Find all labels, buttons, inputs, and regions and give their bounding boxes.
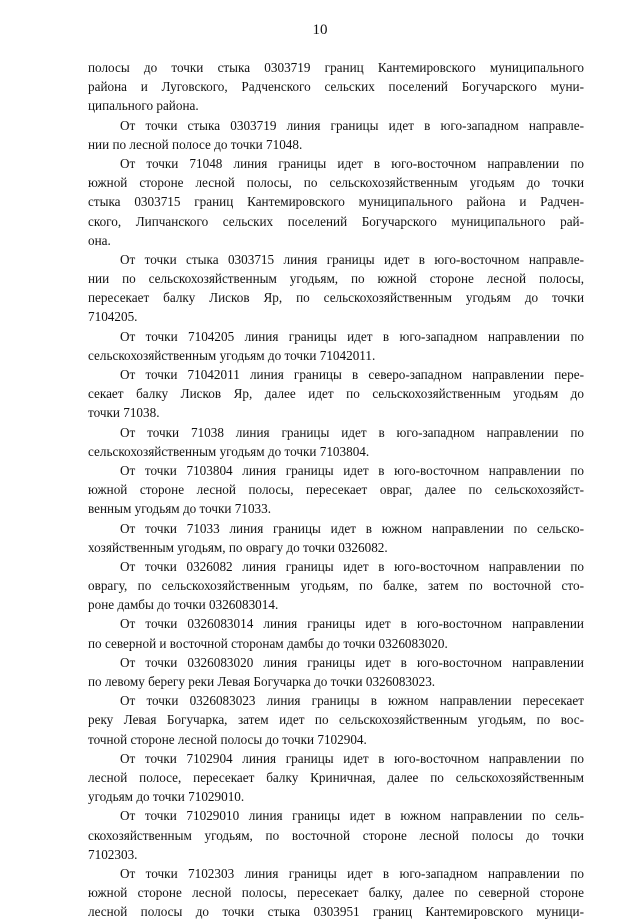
text-line: района и Луговского, Радченского сельских поселений Богучарского муни-	[88, 79, 584, 95]
paragraph	[88, 58, 584, 116]
text-line: полосы до точки стыка 0303719 границ Кантемировского муниципального	[88, 60, 584, 75]
paragraph	[88, 519, 584, 557]
paragraph	[88, 461, 584, 519]
text-line: угодьям до точки 71029010.	[88, 789, 245, 805]
text-line: От точки 0326083023 линия границы в южном направлении пересекает	[120, 693, 584, 709]
document-body	[88, 58, 584, 921]
paragraph	[88, 691, 584, 749]
text-line: южной стороне лесной полосы, пересекает овраг, далее по сельскохозяйст-	[88, 482, 584, 498]
text-line: От точки 7102904 линия границы идет в юго-восточном направлении по	[120, 750, 584, 766]
text-line: точной стороне лесной полосы до точки 7102904.	[88, 731, 367, 747]
text-line: реку Левая Богучарка, затем идет по сельскохозяйственным угодьям, по вос-	[88, 712, 584, 728]
text-line: пересекает балку Лисков Яр, по сельскохозяйственным угодьям до точки	[88, 290, 584, 306]
text-line: нии по лесной полосе до точки 71048.	[88, 136, 303, 152]
text-line: по северной и восточной сторонам дамбы до точки 0326083020.	[88, 635, 448, 651]
text-line: От точки 71033 линия границы идет в южном направлении по сельско-	[120, 520, 584, 536]
text-line: От точки стыка 0303715 линия границы идет в юго-восточном направле-	[120, 251, 584, 267]
text-line: лесной полосе, пересекает балку Криничная, далее по сельскохозяйственным	[88, 769, 584, 785]
text-line: ского, Липчанского сельских поселений Богучарского муниципального рай-	[88, 213, 584, 229]
text-line: 7104205.	[88, 309, 138, 325]
text-line: От точки 71042011 линия границы в северо-западном направлении пере-	[120, 367, 584, 382]
text-line: венным угодьям до точки 71033.	[88, 501, 272, 517]
paragraph	[88, 327, 584, 365]
text-line: она.	[88, 232, 111, 248]
text-line: От точки стыка 0303719 линия границы идет в юго-западном направле-	[120, 117, 584, 133]
text-line: секает балку Лисков Яр, далее идет по сельскохозяйственным угодьям до	[88, 386, 584, 402]
text-line: хозяйственным угодьям, по оврагу до точки 0326082.	[88, 539, 388, 555]
text-line: От точки 7102303 линия границы идет в юго-западном направлении по	[120, 865, 584, 881]
text-line: лесной полосы до точки стыка 0303951 границ Кантемировского муници-	[88, 904, 584, 920]
text-line: От точки 71029010 линия границы идет в южном направлении по сель-	[120, 808, 584, 824]
paragraph	[88, 116, 584, 154]
text-line: стыка 0303715 границ Кантемировского муниципального района и Радчен-	[88, 194, 584, 210]
text-line: От точки 0326083014 линия границы идет в юго-восточном направлении	[120, 616, 584, 632]
text-line: От точки 0326083020 линия границы идет в юго-восточном направлении	[120, 654, 584, 670]
text-line: 7102303.	[88, 846, 138, 862]
text-line: ципального района.	[88, 98, 199, 114]
text-line: по левому берегу реки Левая Богучарка до точки 0326083023.	[88, 674, 436, 689]
text-line: роне дамбы до точки 0326083014.	[88, 597, 279, 613]
paragraph	[88, 365, 584, 423]
text-line: оврагу, по сельскохозяйственным угодьям, по балке, затем по восточной сто-	[88, 578, 584, 594]
paragraph	[88, 614, 584, 652]
paragraph	[88, 749, 584, 807]
paragraph	[88, 653, 584, 691]
paragraph	[88, 154, 584, 250]
text-line: От точки 71048 линия границы идет в юго-восточном направлении по	[120, 155, 584, 171]
paragraph	[88, 557, 584, 615]
text-line: нии по сельскохозяйственным угодьям, по южной стороне лесной полосы,	[88, 271, 584, 287]
text-line: точки 71038.	[88, 405, 160, 421]
text-line: скохозяйственным угодьям, по восточной стороне лесной полосы до точки	[88, 827, 584, 843]
paragraph	[88, 250, 584, 327]
text-line: От точки 0326082 линия границы идет в юго-восточном направлении по	[120, 558, 584, 574]
text-line: сельскохозяйственным угодьям до точки 71042011.	[88, 347, 376, 363]
text-line: сельскохозяйственным угодьям до точки 7103804.	[88, 443, 370, 459]
text-line: южной стороне лесной полосы, пересекает балку, далее по северной стороне	[88, 885, 584, 901]
paragraph	[88, 806, 584, 864]
paragraph	[88, 864, 584, 921]
text-line: От точки 7104205 линия границы идет в юго-западном направлении по	[120, 328, 584, 344]
text-line: От точки 71038 линия границы идет в юго-западном направлении по	[120, 424, 584, 440]
text-line: От точки 7103804 линия границы идет в юго-восточном направлении по	[120, 462, 584, 478]
paragraph	[88, 423, 584, 461]
text-line: южной стороне лесной полосы, по сельскохозяйственным угодьям до точки	[88, 175, 584, 191]
page-number: 10	[312, 22, 328, 38]
